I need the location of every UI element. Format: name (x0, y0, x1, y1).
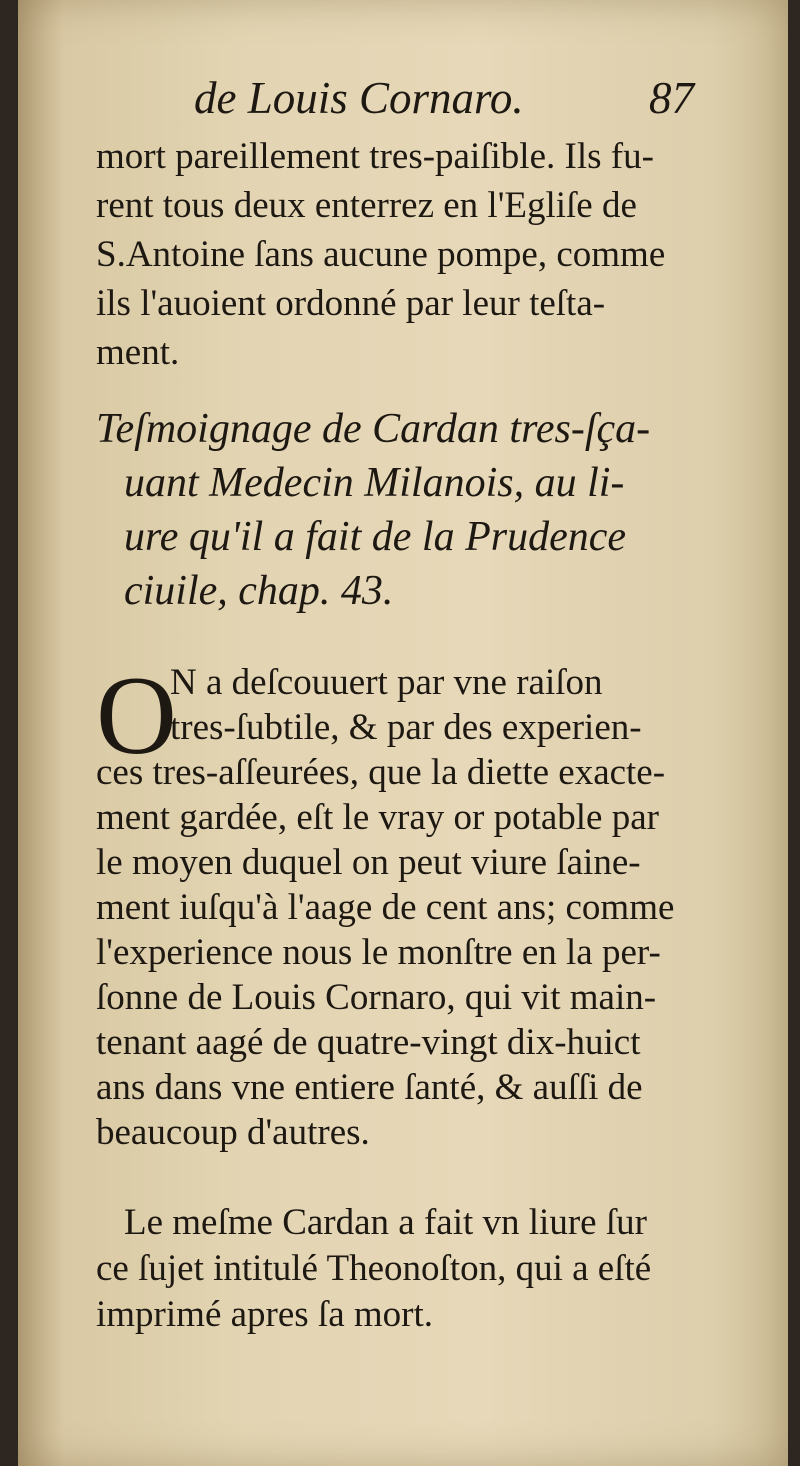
book-page (18, 0, 788, 1466)
text-line: tres-ſubtile, & par des experien- (170, 707, 642, 748)
text-line: mort pareillement tres-paiſible. Ils fu- (96, 136, 654, 177)
text-line: ces tres-aſſeurées, que la diette exacte- (96, 752, 666, 793)
text-line: imprimé apres ſa mort. (96, 1294, 434, 1335)
text-line: beaucoup d'autres. (96, 1112, 370, 1153)
title-line: ciuile, chap. 43. (124, 568, 394, 614)
title-line: uant Medecin Milanois, au li- (124, 460, 625, 506)
page-number: 87 (649, 73, 694, 123)
text-line: ment gardée, eſt le vray or potable par (96, 797, 659, 838)
text-line: ans dans vne entiere ſanté, & auſſi de (96, 1067, 643, 1108)
header-title: de Louis Cornaro. (194, 73, 524, 123)
text-line: rent tous deux enterrez en l'Egliſe de (96, 185, 637, 226)
text-line: ment iuſqu'à l'aage de cent ans; comme (96, 887, 675, 928)
text-line: Le meſme Cardan a fait vn liure ſur (124, 1202, 647, 1243)
title-line: Teſmoignage de Cardan tres-ſça- (96, 406, 651, 452)
text-line: ils l'auoient ordonné par leur teſta- (96, 283, 606, 324)
text-line: l'experience nous le monſtre en la per- (96, 932, 661, 973)
running-header (194, 72, 694, 132)
text-line: N a deſcouuert par vne raiſon (170, 662, 603, 703)
text-line: ce ſujet intitulé Theonoſton, qui a eſté (96, 1248, 652, 1289)
title-line: ure qu'il a fait de la Prudence (124, 514, 626, 560)
text-line: ſonne de Louis Cornaro, qui vit main- (96, 977, 657, 1018)
text-line: le moyen duquel on peut viure ſaine- (96, 842, 641, 883)
drop-cap: O (96, 654, 177, 778)
text-line: S.Antoine ſans aucune pompe, comme (96, 234, 666, 275)
text-line: tenant aagé de quatre-vingt dix-huict (96, 1022, 641, 1063)
text-line: ment. (96, 332, 180, 373)
